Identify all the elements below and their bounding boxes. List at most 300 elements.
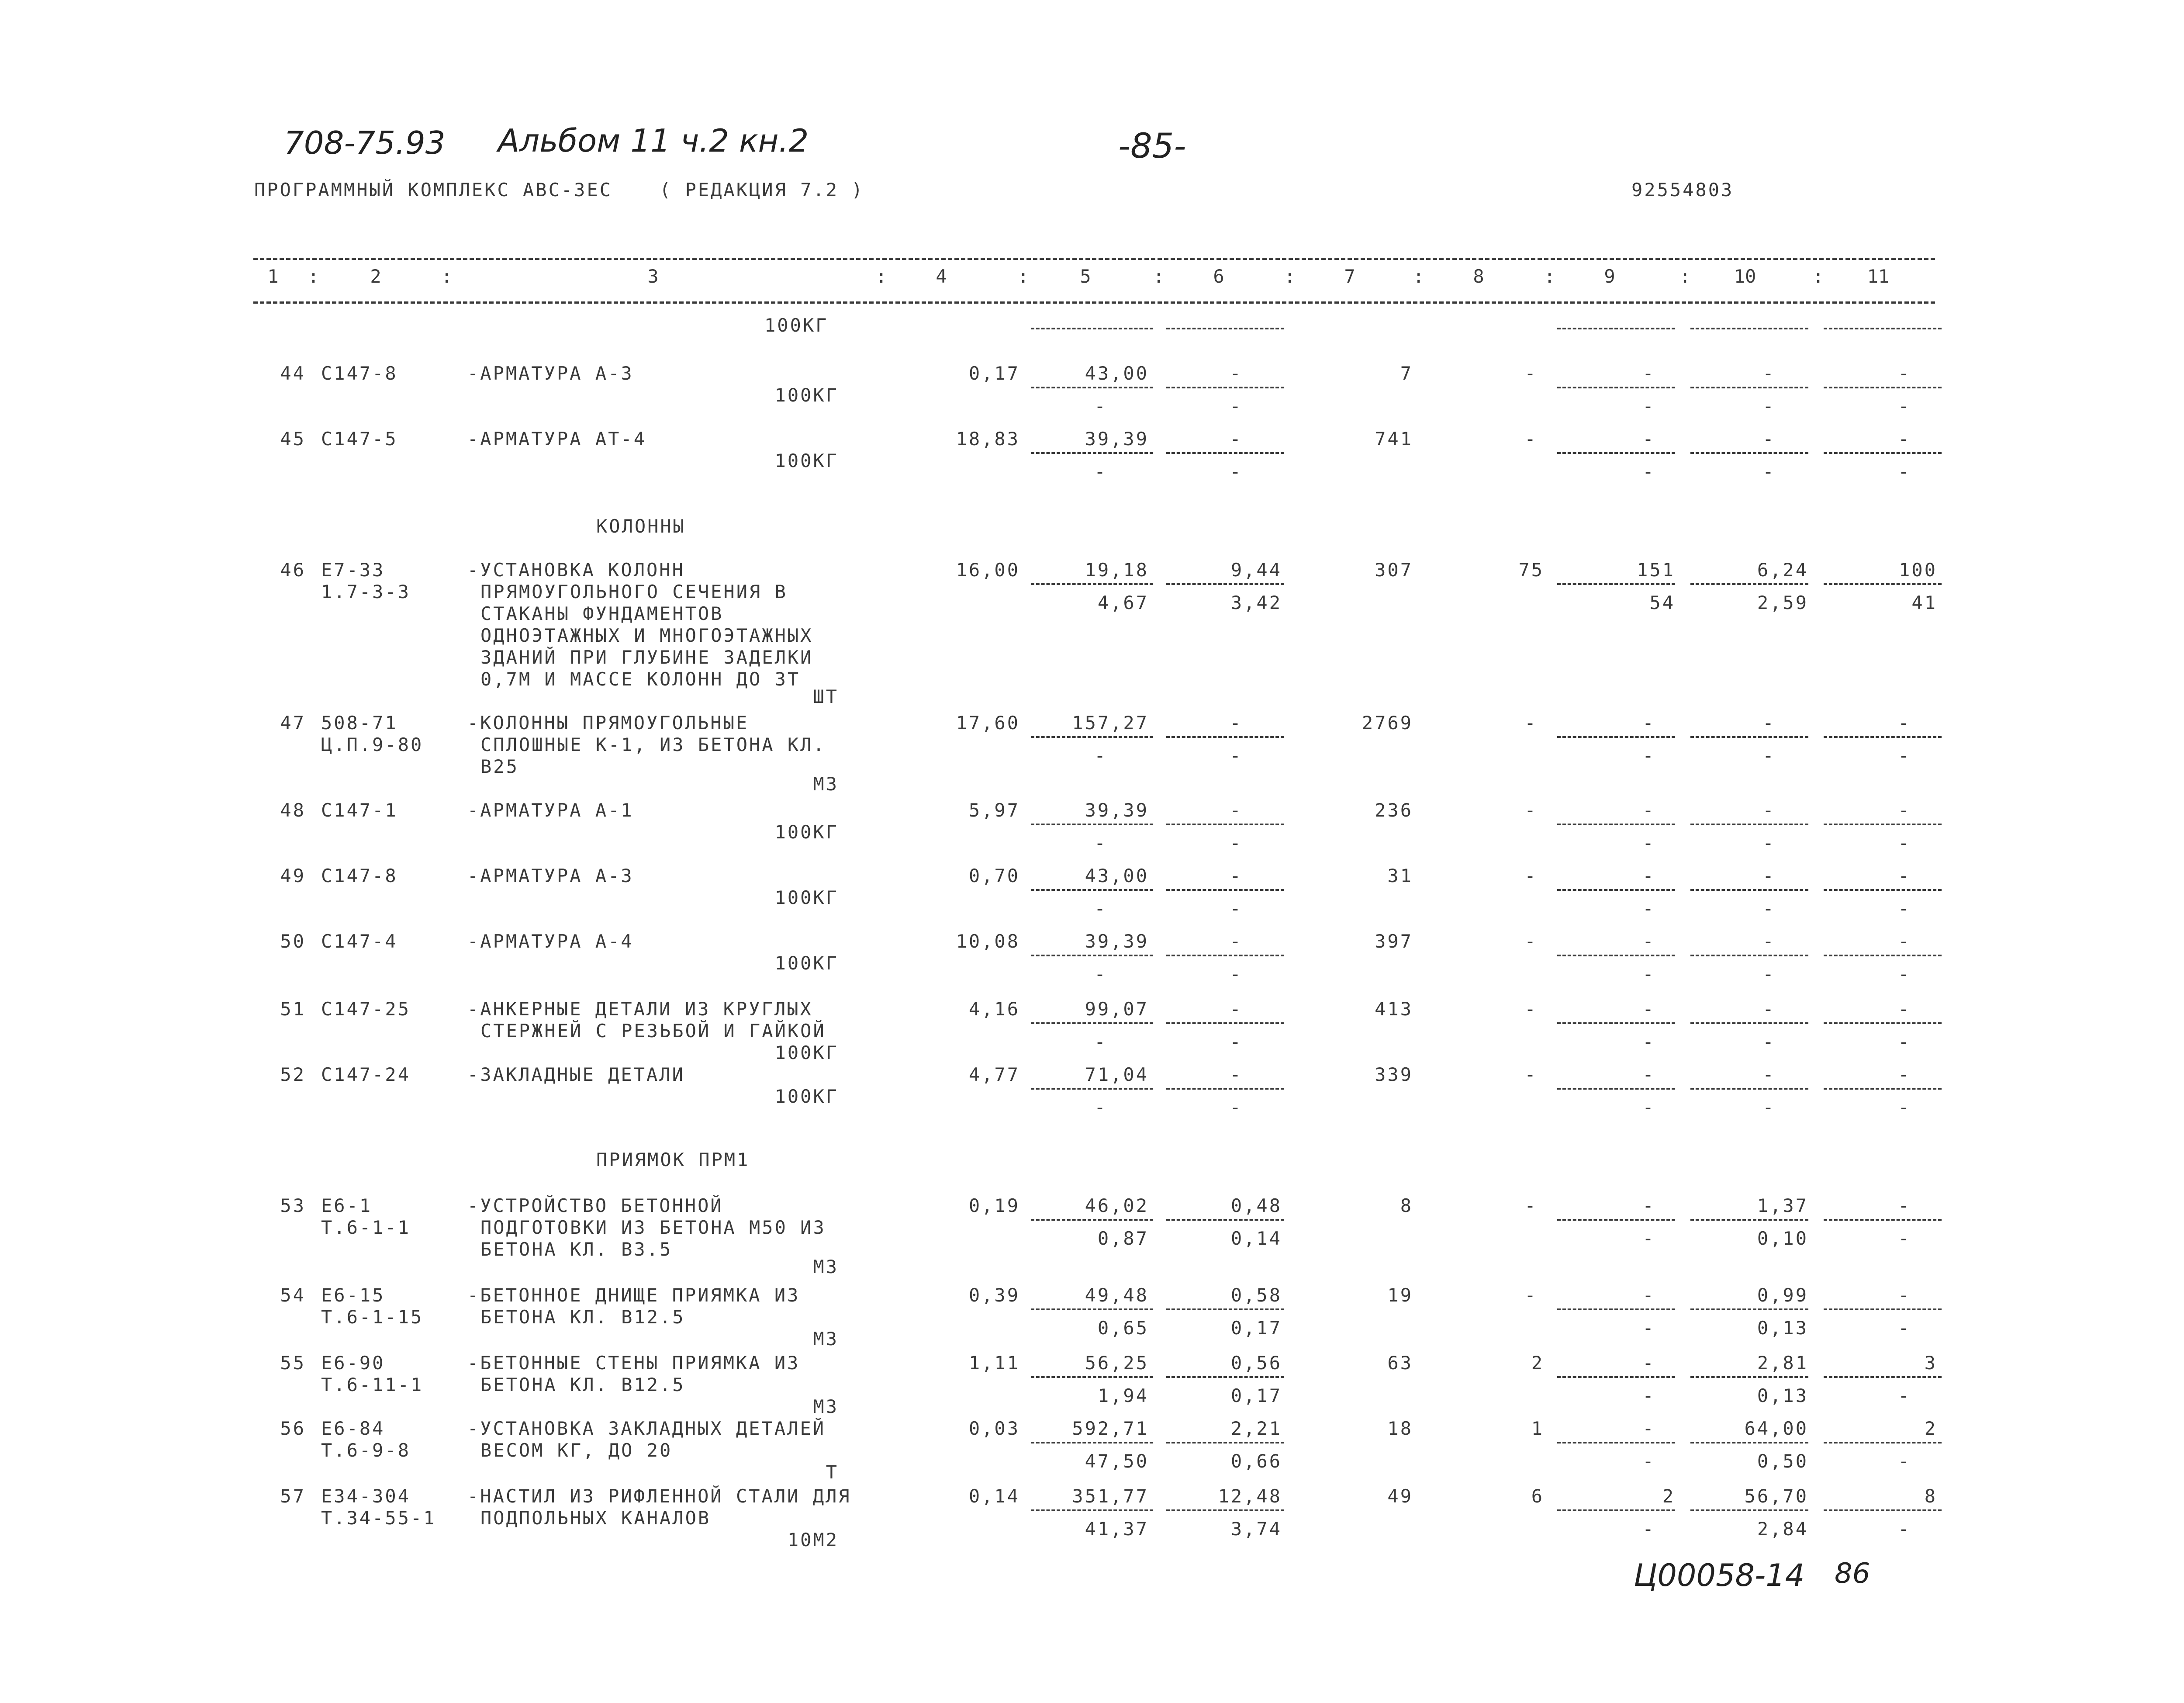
cell-c11: - (1898, 931, 1911, 952)
column-header-6: 6 (1213, 266, 1224, 287)
cell-c8: - (1524, 800, 1538, 821)
cell-c8: 6 (1531, 1485, 1544, 1507)
cell-c11b: - (1898, 1450, 1911, 1472)
cell-c9: - (1642, 1064, 1655, 1085)
cell-c4: 5,97 (968, 800, 1020, 821)
row-description-line: БЕТОНА КЛ. В3.5 (480, 1239, 673, 1260)
row-description-line: -БЕТОННОЕ ДНИЩЕ ПРИЯМКА ИЗ (467, 1284, 800, 1306)
cell-c8: - (1524, 712, 1538, 734)
cell-divider-c9 (1557, 1022, 1675, 1024)
cell-c9: - (1642, 428, 1655, 450)
cell-divider-c5 (1031, 452, 1153, 454)
cell-divider-c9 (1557, 1442, 1675, 1443)
cell-c5: 43,00 (1085, 363, 1149, 384)
cell-c11b: - (1898, 1228, 1911, 1249)
row-number: 53 (280, 1195, 306, 1216)
row-description-line: ПРЯМОУГОЛЬНОГО СЕЧЕНИЯ В (480, 581, 788, 602)
cell-c7: 2769 (1362, 712, 1413, 734)
cell-c11b: - (1898, 1518, 1911, 1540)
cell-c6b: - (1230, 898, 1243, 919)
row-description-line: ОДНОЭТАЖНЫХ И МНОГОЭТАЖНЫХ (480, 625, 813, 646)
row-description-line: -ЗАКЛАДНЫЕ ДЕТАЛИ (467, 1064, 685, 1085)
cell-divider-c5 (1031, 583, 1153, 585)
cell-c11b: - (1898, 963, 1911, 985)
cell-c6b: - (1230, 395, 1243, 417)
row-number: 47 (280, 712, 306, 734)
cell-divider-c9 (1557, 736, 1675, 738)
cell-c5: 39,39 (1085, 931, 1149, 952)
row-description-line: -АРМАТУРА АТ-4 (467, 428, 647, 450)
column-separator: : (876, 266, 887, 287)
cell-c11b: - (1898, 1317, 1911, 1339)
cell-c11: - (1898, 1284, 1911, 1306)
row-description-line: -УСТРОЙСТВО БЕТОННОЙ (467, 1195, 723, 1216)
cell-divider-c11 (1824, 889, 1942, 891)
cell-c8: 2 (1531, 1352, 1544, 1374)
row-code: С147-8 (321, 865, 398, 886)
cell-c6: - (1230, 998, 1243, 1020)
cell-c10: - (1762, 931, 1776, 952)
cell-c4: 10,08 (956, 931, 1020, 952)
carryover-unit: 100КГ (764, 315, 829, 336)
cell-c7: 236 (1375, 800, 1413, 821)
handwritten-series: 708-75.93 (284, 125, 446, 161)
cell-c6: - (1230, 428, 1243, 450)
cell-divider-c10 (1690, 1022, 1808, 1024)
cell-divider-c10 (1690, 824, 1808, 825)
cell-divider-c11 (1824, 1509, 1942, 1511)
cell-c11: 2 (1924, 1418, 1937, 1439)
cell-c5: 99,07 (1085, 998, 1149, 1020)
cell-c7: 63 (1387, 1352, 1413, 1374)
cell-c4: 16,00 (956, 559, 1020, 581)
cell-c9b: - (1642, 461, 1655, 482)
cell-c11: - (1898, 428, 1911, 450)
cell-divider-c10 (1690, 1088, 1808, 1090)
column-header-3: 3 (647, 266, 659, 287)
handwritten-page-number: -85- (1118, 127, 1186, 166)
cell-c10b: - (1762, 745, 1776, 766)
cell-c10b: - (1762, 832, 1776, 854)
cell-c10b: 0,13 (1757, 1317, 1808, 1339)
cell-divider-c9 (1557, 1219, 1675, 1221)
cell-c9: - (1642, 1352, 1655, 1374)
cell-c9b: - (1642, 1097, 1655, 1118)
row-description-line: -КОЛОННЫ ПРЯМОУГОЛЬНЫЕ (467, 712, 749, 734)
cell-divider-c10 (1690, 1308, 1808, 1310)
cell-c9b: - (1642, 1317, 1655, 1339)
cell-c4: 0,70 (968, 865, 1020, 886)
cell-c5b: - (1094, 395, 1107, 417)
column-separator: : (1679, 266, 1691, 287)
cell-c6: 12,48 (1218, 1485, 1282, 1507)
row-code: Е7-33 (321, 559, 385, 581)
column-header-4: 4 (936, 266, 947, 287)
cell-divider-c5 (1031, 387, 1153, 388)
row-unit: 100КГ (774, 1086, 839, 1107)
cell-divider-c5 (1031, 1022, 1153, 1024)
cell-divider-c9 (1557, 1376, 1675, 1378)
cell-c4: 0,03 (968, 1418, 1020, 1439)
cell-divider-c10 (1690, 387, 1808, 388)
row-code: С147-8 (321, 363, 398, 384)
cell-c11b: - (1898, 832, 1911, 854)
cell-c4: 4,77 (968, 1064, 1020, 1085)
cell-c5b: - (1094, 832, 1107, 854)
cell-divider-c11 (1824, 1088, 1942, 1090)
column-header-8: 8 (1473, 266, 1484, 287)
cell-divider-c5 (1031, 1308, 1153, 1310)
cell-divider-c9 (1557, 583, 1675, 585)
cell-c5b: 4,67 (1097, 592, 1149, 613)
cell-c9b: - (1642, 1228, 1655, 1249)
row-code-secondary: 1.7-3-3 (321, 581, 411, 602)
cell-c6b: 0,17 (1230, 1317, 1282, 1339)
cell-divider-c5 (1031, 736, 1153, 738)
cell-c4: 0,14 (968, 1485, 1020, 1507)
cell-divider-c5 (1031, 1219, 1153, 1221)
row-number: 52 (280, 1064, 306, 1085)
column-separator: : (1018, 266, 1029, 287)
cell-c8: - (1524, 998, 1538, 1020)
cell-divider-c6 (1166, 1376, 1284, 1378)
row-code: Е6-84 (321, 1418, 385, 1439)
row-description-line: -УСТАНОВКА ЗАКЛАДНЫХ ДЕТАЛЕЙ (467, 1418, 826, 1439)
cell-c6b: - (1230, 832, 1243, 854)
cell-divider-c9 (1557, 889, 1675, 891)
cell-c5: 46,02 (1085, 1195, 1149, 1216)
row-code: С147-1 (321, 800, 398, 821)
cell-divider-c11 (1824, 1376, 1942, 1378)
row-number: 49 (280, 865, 306, 886)
cell-c9b: - (1642, 898, 1655, 919)
row-number: 55 (280, 1352, 306, 1374)
cell-divider-c9 (1557, 1088, 1675, 1090)
row-unit: М3 (813, 773, 839, 795)
cell-c7: 397 (1375, 931, 1413, 952)
cell-c9: - (1642, 1418, 1655, 1439)
row-unit: Т (826, 1461, 839, 1483)
row-code: Е6-90 (321, 1352, 385, 1374)
column-header-1: 1 (267, 266, 279, 287)
cell-divider-c9 (1557, 824, 1675, 825)
cell-c9b: - (1642, 1518, 1655, 1540)
cell-divider-c5 (1031, 1442, 1153, 1443)
cell-c6: 0,48 (1230, 1195, 1282, 1216)
cell-c5b: - (1094, 461, 1107, 482)
cell-c6: - (1230, 363, 1243, 384)
cell-divider-c6 (1166, 1219, 1284, 1221)
row-number: 50 (280, 931, 306, 952)
cell-c9b: - (1642, 1450, 1655, 1472)
cell-c8: - (1524, 1064, 1538, 1085)
cell-c8: - (1524, 1195, 1538, 1216)
cell-c9: - (1642, 800, 1655, 821)
cell-c7: 7 (1400, 363, 1413, 384)
cell-c11b: 41 (1911, 592, 1937, 613)
cell-c10: - (1762, 363, 1776, 384)
cell-c4: 4,16 (968, 998, 1020, 1020)
row-unit: М3 (813, 1328, 839, 1350)
cell-divider-c11 (1824, 955, 1942, 956)
row-description-line: СТАКАНЫ ФУНДАМЕНТОВ (480, 603, 724, 624)
row-description-line: 0,7М И МАССЕ КОЛОНН ДО 3Т (480, 668, 801, 690)
cell-c6: - (1230, 931, 1243, 952)
row-code: С147-4 (321, 931, 398, 952)
row-unit: 100КГ (774, 887, 839, 908)
row-description-line: -АНКЕРНЫЕ ДЕТАЛИ ИЗ КРУГЛЫХ (467, 998, 813, 1020)
row-unit: 100КГ (774, 952, 839, 974)
cell-divider-c11 (1824, 1022, 1942, 1024)
cell-c9: 2 (1662, 1485, 1675, 1507)
cell-c9: - (1642, 363, 1655, 384)
row-description-line: СТЕРЖНЕЙ С РЕЗЬБОЙ И ГАЙКОЙ (480, 1020, 826, 1042)
row-description-line: БЕТОНА КЛ. В12.5 (480, 1374, 685, 1395)
cell-c11: - (1898, 800, 1911, 821)
cell-c7: 19 (1387, 1284, 1413, 1306)
row-unit: 10М2 (787, 1529, 839, 1551)
cell-c5b: - (1094, 745, 1107, 766)
column-separator: : (1813, 266, 1824, 287)
cell-divider-c5 (1031, 955, 1153, 956)
cell-c7: 741 (1375, 428, 1413, 450)
row-description-line: ЗДАНИЙ ПРИ ГЛУБИНЕ ЗАДЕЛКИ (480, 647, 813, 668)
cell-divider-c9 (1557, 387, 1675, 388)
row-number: 56 (280, 1418, 306, 1439)
cell-c4: 0,39 (968, 1284, 1020, 1306)
handwritten-footer-number: 86 (1835, 1558, 1870, 1590)
column-header-10: 10 (1734, 266, 1756, 287)
cell-c11b: - (1898, 898, 1911, 919)
cell-c6: - (1230, 1064, 1243, 1085)
cell-divider-c11 (1824, 1308, 1942, 1310)
row-unit: М3 (813, 1396, 839, 1417)
cell-c11: 3 (1924, 1352, 1937, 1374)
cell-c10b: - (1762, 1097, 1776, 1118)
cell-c7: 413 (1375, 998, 1413, 1020)
cell-c11: 100 (1899, 559, 1937, 581)
cell-c4: 0,19 (968, 1195, 1020, 1216)
cell-c6: 2,21 (1230, 1418, 1282, 1439)
cell-c5b: - (1094, 1097, 1107, 1118)
cell-divider-c9 (1557, 955, 1675, 956)
cell-divider-c10 (1690, 955, 1808, 956)
row-description-line: -АРМАТУРА А-3 (467, 865, 634, 886)
row-code: С147-5 (321, 428, 398, 450)
row-code-secondary: Т.6-11-1 (321, 1374, 424, 1395)
cell-c5: 157,27 (1072, 712, 1149, 734)
cell-divider-c6 (1166, 1022, 1284, 1024)
cell-c11: - (1898, 998, 1911, 1020)
cell-c10b: - (1762, 1031, 1776, 1052)
cell-divider-c10 (1690, 452, 1808, 454)
cell-divider-c6 (1166, 889, 1284, 891)
cell-divider-c9 (1557, 452, 1675, 454)
cell-c10b: - (1762, 461, 1776, 482)
cell-c6: 0,58 (1230, 1284, 1282, 1306)
row-description-line: -БЕТОННЫЕ СТЕНЫ ПРИЯМКА ИЗ (467, 1352, 800, 1374)
section-title-pit: ПРИЯМОК ПРМ1 (596, 1149, 750, 1170)
cell-divider-c5 (1031, 824, 1153, 825)
cell-c7: 49 (1387, 1485, 1413, 1507)
cell-c11: - (1898, 1064, 1911, 1085)
cell-divider-c6 (1166, 1308, 1284, 1310)
cell-divider-c10 (1690, 1509, 1808, 1511)
row-description-line: -УСТАНОВКА КОЛОНН (467, 559, 685, 581)
row-description-line: -НАСТИЛ ИЗ РИФЛЕННОЙ СТАЛИ ДЛЯ (467, 1485, 851, 1507)
cell-c6b: 3,74 (1230, 1518, 1282, 1540)
row-description-line: СПЛОШНЫЕ К-1, ИЗ БЕТОНА КЛ. (480, 734, 826, 755)
cell-c9: 151 (1637, 559, 1675, 581)
cell-c9b: - (1642, 395, 1655, 417)
row-description-line: ПОДПОЛЬНЫХ КАНАЛОВ (480, 1507, 711, 1529)
cell-divider-c6 (1166, 824, 1284, 825)
cell-divider-c11 (1824, 1442, 1942, 1443)
cell-divider-c6 (1166, 736, 1284, 738)
row-unit: ШТ (813, 686, 839, 707)
cell-c10: - (1762, 712, 1776, 734)
cell-divider-c10 (1690, 736, 1808, 738)
cell-c7: 307 (1375, 559, 1413, 581)
row-code-secondary: Ц.П.9-80 (321, 734, 424, 755)
cell-c10b: - (1762, 963, 1776, 985)
section-title-columns: КОЛОННЫ (596, 516, 686, 537)
row-code: С147-24 (321, 1064, 411, 1085)
cell-divider-c5 (1031, 1376, 1153, 1378)
cell-divider-c11 (1824, 824, 1942, 825)
row-unit: 100КГ (774, 1042, 839, 1063)
cell-c8: - (1524, 1284, 1538, 1306)
row-code-secondary: Т.6-9-8 (321, 1440, 411, 1461)
column-separator: : (1413, 266, 1424, 287)
row-number: 44 (280, 363, 306, 384)
cell-c11b: - (1898, 395, 1911, 417)
cell-c6b: - (1230, 963, 1243, 985)
cell-c5b: 0,65 (1097, 1317, 1149, 1339)
cell-c5b: 0,87 (1097, 1228, 1149, 1249)
cell-c9b: - (1642, 832, 1655, 854)
row-code-secondary: Т.34-55-1 (321, 1507, 436, 1529)
cell-c11b: - (1898, 745, 1911, 766)
column-header-2: 2 (370, 266, 381, 287)
row-description-line: БЕТОНА КЛ. В12.5 (480, 1306, 685, 1328)
cell-c5b: 47,50 (1085, 1450, 1149, 1472)
cell-c6: 9,44 (1230, 559, 1282, 581)
cell-c10b: 0,13 (1757, 1385, 1808, 1406)
cell-c5: 56,25 (1085, 1352, 1149, 1374)
cell-c6b: 0,14 (1230, 1228, 1282, 1249)
cell-c5: 43,00 (1085, 865, 1149, 886)
cell-divider-c10 (1690, 583, 1808, 585)
row-description-line: ПОДГОТОВКИ ИЗ БЕТОНА М50 ИЗ (480, 1217, 826, 1238)
cell-c10b: 0,10 (1757, 1228, 1808, 1249)
row-number: 51 (280, 998, 306, 1020)
row-code: 508-71 (321, 712, 398, 734)
cell-c9b: - (1642, 745, 1655, 766)
row-number: 54 (280, 1284, 306, 1306)
cell-c5: 351,77 (1072, 1485, 1149, 1507)
cell-divider-c6 (1166, 583, 1284, 585)
cell-c6: - (1230, 712, 1243, 734)
column-header-7: 7 (1344, 266, 1355, 287)
cell-c8: 75 (1518, 559, 1544, 581)
cell-c8: - (1524, 363, 1538, 384)
cell-divider-c6 (1166, 387, 1284, 388)
cell-c5: 39,39 (1085, 800, 1149, 821)
cell-c7: 31 (1387, 865, 1413, 886)
cell-c5: 49,48 (1085, 1284, 1149, 1306)
cell-c11: - (1898, 1195, 1911, 1216)
cell-divider-c11 (1824, 583, 1942, 585)
cell-c6b: - (1230, 1031, 1243, 1052)
cell-c9: - (1642, 1195, 1655, 1216)
cell-c5: 592,71 (1072, 1418, 1149, 1439)
cell-c10: 1,37 (1757, 1195, 1808, 1216)
cell-c6b: - (1230, 745, 1243, 766)
cell-c10: - (1762, 428, 1776, 450)
cell-c10: - (1762, 1064, 1776, 1085)
row-description-line: -АРМАТУРА А-3 (467, 363, 634, 384)
cell-c7: 339 (1375, 1064, 1413, 1085)
cell-divider-c5 (1031, 1509, 1153, 1511)
cell-c8: 1 (1531, 1418, 1544, 1439)
row-unit: 100КГ (774, 384, 839, 406)
cell-c9b: 54 (1649, 592, 1675, 613)
cell-divider-c5 (1031, 1088, 1153, 1090)
column-separator: : (1544, 266, 1555, 287)
cell-c6b: - (1230, 461, 1243, 482)
column-header-11: 11 (1867, 266, 1890, 287)
cell-divider-c10 (1690, 1442, 1808, 1443)
handwritten-footer-code: Ц00058-14 (1634, 1558, 1805, 1593)
column-header-5: 5 (1080, 266, 1091, 287)
cell-c6b: 0,66 (1230, 1450, 1282, 1472)
cell-divider-c10 (1690, 889, 1808, 891)
cell-c11b: - (1898, 1031, 1911, 1052)
row-description-line: -АРМАТУРА А-1 (467, 800, 634, 821)
cell-c9b: - (1642, 963, 1655, 985)
cell-divider-c5 (1031, 889, 1153, 891)
row-code: Е6-1 (321, 1195, 373, 1216)
cell-c11: 8 (1924, 1485, 1937, 1507)
cell-c5b: - (1094, 1031, 1107, 1052)
column-separator: : (308, 266, 319, 287)
cell-c9: - (1642, 931, 1655, 952)
cell-c10: 2,81 (1757, 1352, 1808, 1374)
cell-divider-c6 (1166, 1509, 1284, 1511)
cell-c4: 18,83 (956, 428, 1020, 450)
edition-label: ( РЕДАКЦИЯ 7.2 ) (660, 179, 864, 201)
row-description-line: -АРМАТУРА А-4 (467, 931, 634, 952)
cell-c8: - (1524, 428, 1538, 450)
cell-c10b: 2,59 (1757, 592, 1808, 613)
cell-divider-c10 (1690, 1376, 1808, 1378)
cell-c4: 17,60 (956, 712, 1020, 734)
cell-c6: - (1230, 865, 1243, 886)
column-separator: : (441, 266, 453, 287)
cell-c9b: - (1642, 1031, 1655, 1052)
cell-c5: 39,39 (1085, 428, 1149, 450)
document-number: 92554803 (1631, 179, 1734, 201)
row-description-line: ВЕСОМ КГ, ДО 20 (480, 1440, 673, 1461)
cell-c10: 64,00 (1744, 1418, 1808, 1439)
cell-c8: - (1524, 865, 1538, 886)
cell-c10: - (1762, 865, 1776, 886)
cell-c5b: - (1094, 963, 1107, 985)
cell-c4: 0,17 (968, 363, 1020, 384)
cell-c11b: - (1898, 461, 1911, 482)
cell-c7: 8 (1400, 1195, 1413, 1216)
